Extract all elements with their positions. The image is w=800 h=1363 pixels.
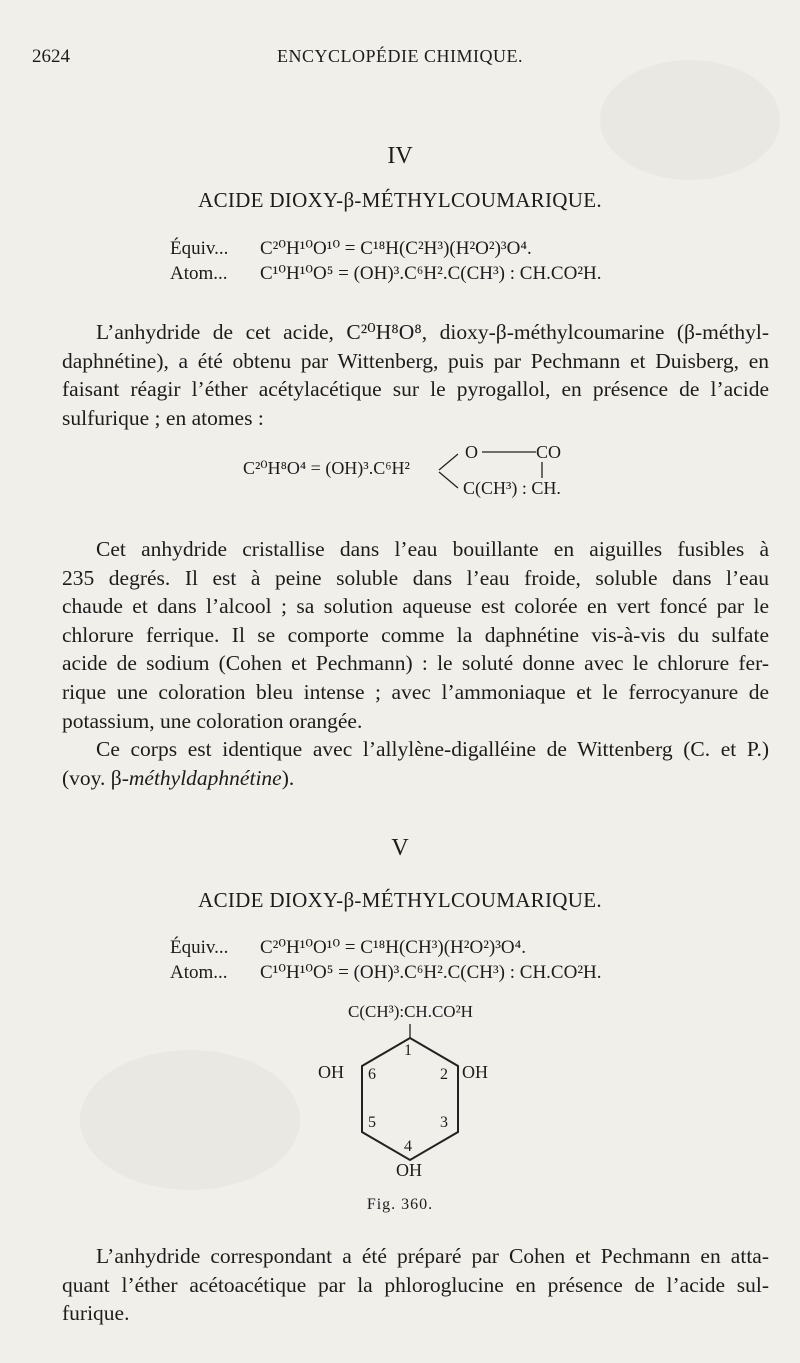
figure-caption: Fig. 360. xyxy=(366,1196,434,1213)
ring-position: 5 xyxy=(368,1114,376,1131)
text-line: furique. xyxy=(62,1301,130,1326)
text-line: rique une coloration bleu intense ; avec l’ammoniaque et le ferrocyanure de xyxy=(62,679,769,704)
atom-formula: C¹⁰H¹⁰O⁵ = (OH)³.C⁶H².C(CH³) : CH.CO²H. xyxy=(260,962,602,983)
italic-term: méthyldaphnétine xyxy=(128,765,282,790)
formula-oxygen: O xyxy=(465,442,478,462)
text-line: faisant réagir l’éther acétylacétique sur le pyrogallol, en présence de l’acide xyxy=(62,377,769,402)
ring-position: 1 xyxy=(404,1042,412,1059)
section-title: ACIDE DIOXY-β-MÉTHYLCOUMARIQUE. xyxy=(198,888,602,912)
text-line: potassium, une coloration orangée. xyxy=(62,708,363,733)
formula-block xyxy=(170,237,602,287)
atom-label: Atom... xyxy=(170,962,228,983)
text-line: quant l’éther acétoacétique par la phloroglucine en présence de l’acide sul- xyxy=(62,1272,769,1297)
formula-bottom: C(CH³) : CH. xyxy=(463,478,561,498)
atom-formula: C¹⁰H¹⁰O⁵ = (OH)³.C⁶H².C(CH³) : CH.CO²H. xyxy=(260,263,602,284)
page-number: 2624 xyxy=(32,46,70,67)
equiv-formula: C²⁰H¹⁰O¹⁰ = C¹⁸H(C²H³)(H²O²)³O⁴. xyxy=(260,238,532,259)
text-line: acide de sodium (Cohen et Pechmann) : le soluté donne avec le chlorure fer- xyxy=(62,651,769,676)
text-fragment: (voy. β- xyxy=(62,765,129,790)
text-line: L’anhydride correspondant a été préparé par Cohen et Pechmann en atta- xyxy=(96,1244,769,1268)
structural-formula xyxy=(243,440,583,500)
substituent-top: C(CH³):CH.CO²H xyxy=(348,1002,473,1021)
formula-carbonyl: CO xyxy=(536,442,562,462)
paragraph xyxy=(62,535,769,735)
ring-position: 6 xyxy=(368,1066,376,1083)
text-line: L’anhydride de cet acide, C²⁰H⁸O⁸, dioxy-β-méthylcoumarine (β-méthyl- xyxy=(96,320,769,344)
atom-label: Atom... xyxy=(170,263,228,284)
section-number: IV xyxy=(387,143,413,169)
substituent-left: OH xyxy=(318,1062,344,1082)
paragraph xyxy=(62,735,769,792)
equiv-label: Équiv... xyxy=(170,937,229,958)
formula-block xyxy=(170,936,602,986)
paragraph xyxy=(62,318,769,432)
hexagon-diagram xyxy=(290,1010,530,1185)
section-number: V xyxy=(391,835,409,861)
page-header xyxy=(32,46,768,72)
ring-position: 2 xyxy=(440,1066,448,1083)
formula-left: C²⁰H⁸O⁴ = (OH)³.C⁶H² xyxy=(243,458,410,478)
paragraph xyxy=(62,1242,769,1328)
ring-position: 4 xyxy=(404,1138,412,1155)
equiv-label: Équiv... xyxy=(170,238,229,259)
equiv-formula: C²⁰H¹⁰O¹⁰ = C¹⁸H(CH³)(H²O²)³O⁴. xyxy=(260,937,527,958)
text-line: chlorure ferrique. Il se comporte comme la daphnétine vis-à-vis du sulfate xyxy=(62,622,769,647)
substituent-right: OH xyxy=(462,1062,488,1082)
text-line: daphnétine), a été obtenu par Wittenberg, puis par Pechmann et Duisberg, en xyxy=(62,348,769,373)
text-line: chaude et dans l’alcool ; sa solution aqueuse est colorée en vert foncé par le xyxy=(62,594,769,619)
text-line: Cet anhydride cristallise dans l’eau bouillante en aiguilles fusibles à xyxy=(96,537,769,561)
text-line: 235 degrés. Il est à peine soluble dans l’eau froide, soluble dans l’eau xyxy=(62,565,769,590)
text-fragment: ). xyxy=(281,765,295,790)
section-title: ACIDE DIOXY-β-MÉTHYLCOUMARIQUE. xyxy=(198,188,602,212)
ring-position: 3 xyxy=(440,1114,448,1131)
text-line xyxy=(62,764,769,793)
substituent-bottom: OH xyxy=(396,1160,422,1180)
running-title: ENCYCLOPÉDIE CHIMIQUE. xyxy=(277,46,523,66)
text-line: sulfurique ; en atomes : xyxy=(62,405,264,430)
benzene-ring-figure xyxy=(290,1002,530,1185)
paper-stain xyxy=(80,1050,300,1190)
text-line: Ce corps est identique avec l’allylène-digalléine de Wittenberg (C. et P.) xyxy=(96,737,769,761)
